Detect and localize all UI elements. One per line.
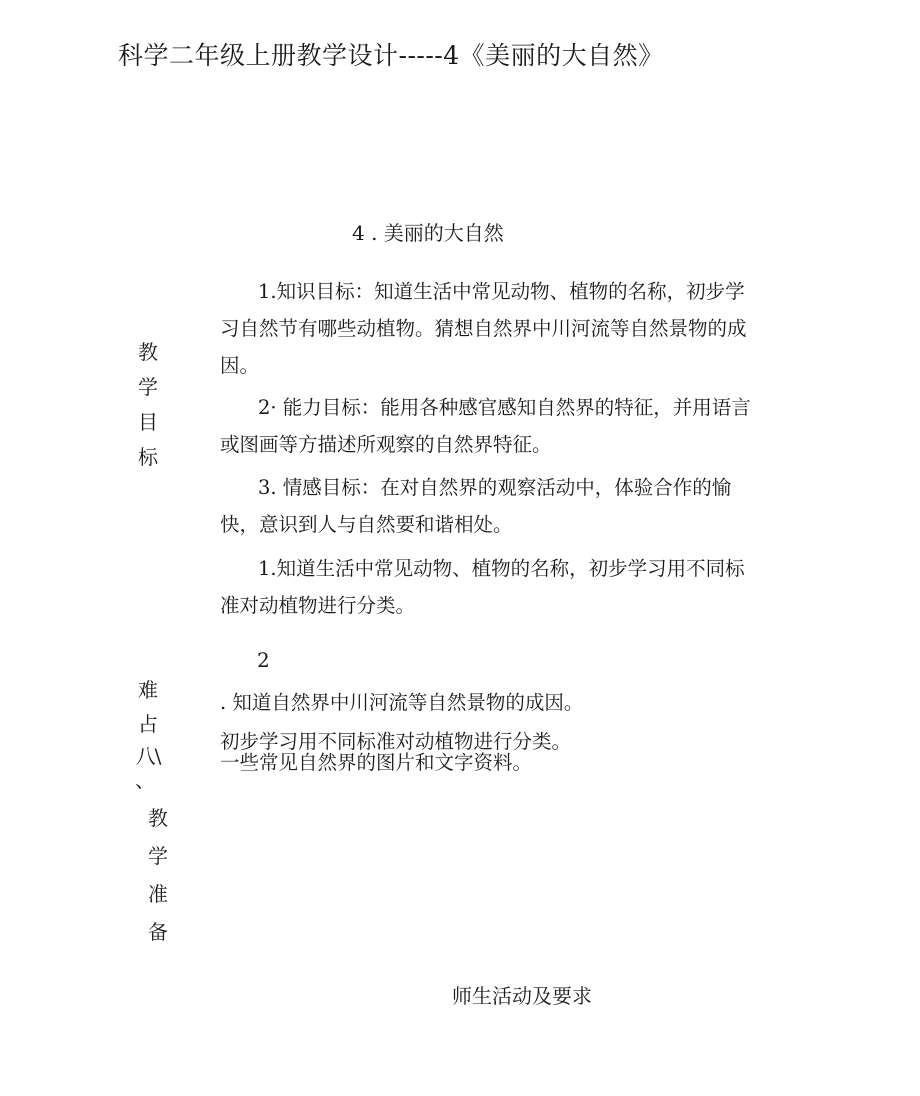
knowledge-goal-line: 习自然节有哪些动植物。猜想自然界中川河流等自然景物的成 bbox=[220, 317, 747, 340]
goals-label-char: 标 bbox=[138, 445, 158, 469]
difficulty-item-3-text: 初步学习用不同标准对动植物进行分类。 bbox=[220, 730, 572, 753]
preparation-label bbox=[143, 802, 173, 954]
preparation-text: 一些常见自然界的图片和文字资料。 bbox=[220, 751, 533, 774]
lesson-title: 4 . 美丽的大自然 bbox=[352, 221, 504, 245]
difficulty-line: 1.知道生活中常见动物、植物的名称，初步学习用不同标 bbox=[258, 557, 745, 580]
goals-label-char: 目 bbox=[138, 410, 158, 434]
preparation-label-char: 学 bbox=[148, 844, 168, 868]
preparation-label-char: 教 bbox=[148, 806, 168, 830]
knowledge-goal bbox=[220, 273, 747, 384]
difficulty-item-1 bbox=[220, 550, 745, 624]
difficulties-label-char: 八\ bbox=[135, 744, 161, 768]
preparation-label-char: 备 bbox=[148, 920, 168, 944]
difficulties-label-char: 占 bbox=[138, 712, 158, 736]
goals-label bbox=[133, 336, 163, 476]
knowledge-goal-line: 1.知识目标：知道生活中常见动物、植物的名称，初步学 bbox=[258, 280, 745, 303]
difficulty-item-2-number: 2 bbox=[257, 648, 270, 672]
difficulty-line: 准对动植物进行分类。 bbox=[220, 594, 416, 617]
ability-goal-line: 或图画等方描述所观察的自然界特征。 bbox=[220, 433, 552, 456]
difficulties-label-char: 难 bbox=[138, 678, 158, 702]
difficulties-label-char: 、 bbox=[135, 768, 155, 792]
goals-label-char: 教 bbox=[138, 340, 158, 364]
emotion-goal-line: 快，意识到人与自然要和谐相处。 bbox=[220, 513, 513, 536]
preparation-label-char: 准 bbox=[148, 882, 168, 906]
goals-label-char: 学 bbox=[138, 375, 158, 399]
emotion-goal-line: 3. 情感目标：在对自然界的观察活动中，体验合作的愉 bbox=[258, 476, 732, 499]
difficulty-item-2-text: . 知道自然界中川河流等自然景物的成因。 bbox=[220, 691, 584, 714]
difficulties-label bbox=[133, 674, 163, 792]
ability-goal-line: 2· 能力目标：能用各种感官感知自然界的特征，并用语言 bbox=[258, 396, 751, 419]
knowledge-goal-line: 因。 bbox=[220, 354, 260, 377]
ability-goal bbox=[220, 389, 751, 463]
emotion-goal bbox=[220, 469, 731, 543]
document-title: 科学二年级上册教学设计-----4《美丽的大自然》 bbox=[118, 41, 664, 70]
activities-header: 师生活动及要求 bbox=[452, 984, 592, 1008]
